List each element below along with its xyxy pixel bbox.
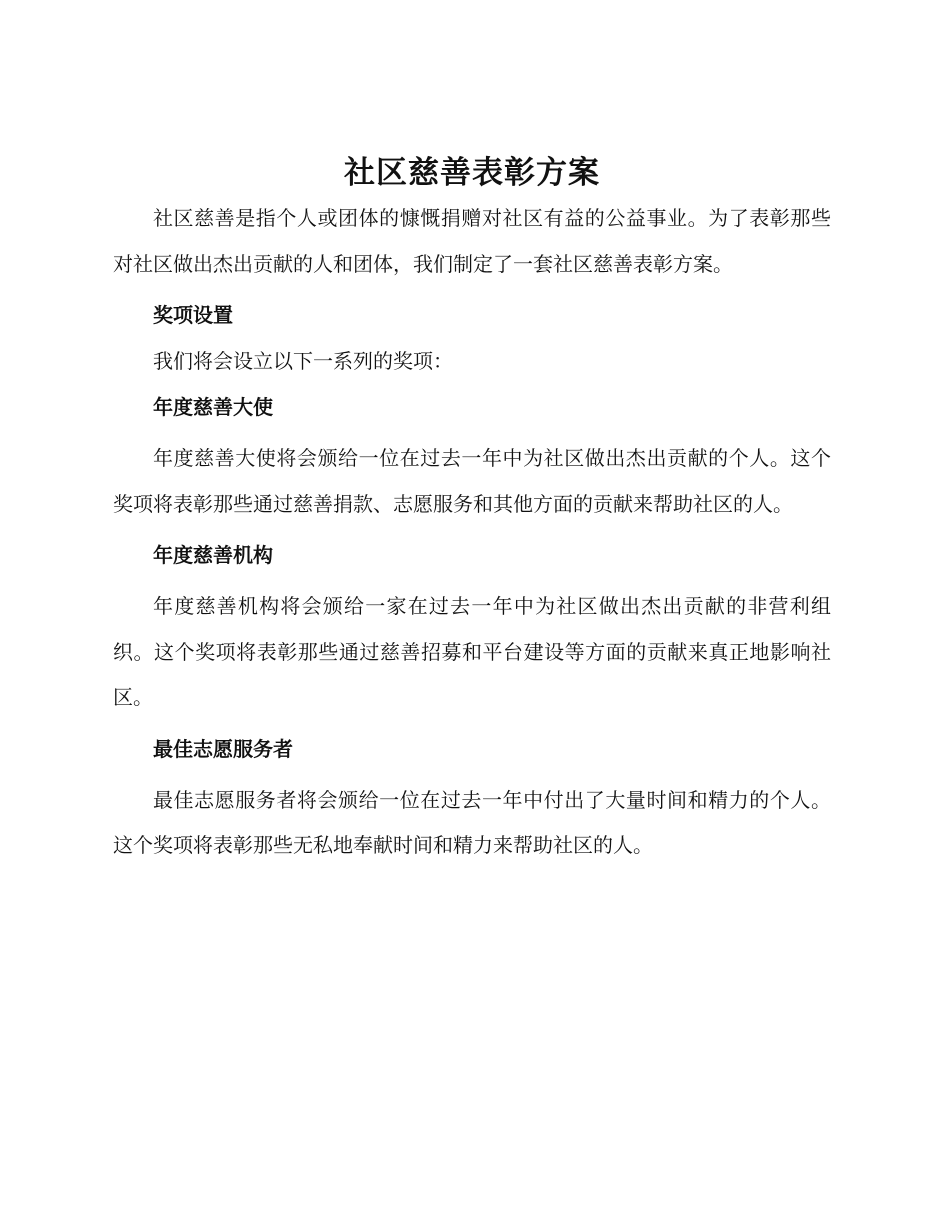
award-heading-organization: 年度慈善机构 bbox=[153, 543, 273, 567]
award-heading-volunteer: 最佳志愿服务者 bbox=[153, 736, 293, 761]
award-description-organization: 年度慈善机构将会颁给一家在过去一年中为社区做出杰出贡献的非营利组织。这个奖项将表彰那些通过慈善招募和平台建设等方面的贡献来真正地影响社区。 bbox=[113, 594, 831, 709]
award-description-volunteer: 最佳志愿服务者将会颁给一位在过去一年中付出了大量时间和精力的个人。这个奖项将表彰那些无私地奉献时间和精力来帮助社区的人。 bbox=[113, 787, 831, 857]
document-page bbox=[113, 150, 831, 869]
award-description-ambassador: 年度慈善大使将会颁给一位在过去一年中为社区做出杰出贡献的个人。这个奖项将表彰那些通过慈善捐款、志愿服务和其他方面的贡献来帮助社区的人。 bbox=[113, 446, 831, 516]
awards-lead-text: 我们将会设立以下一系列的奖项： bbox=[153, 349, 453, 373]
document-title: 社区慈善表彰方案 bbox=[344, 155, 600, 191]
intro-paragraph: 社区慈善是指个人或团体的慷慨捐赠对社区有益的公益事业。为了表彰那些对社区做出杰出贡献的人和团体，我们制定了一套社区慈善表彰方案。 bbox=[113, 206, 831, 276]
awards-section-heading: 奖项设置 bbox=[153, 303, 233, 327]
award-heading-ambassador: 年度慈善大使 bbox=[153, 395, 273, 419]
